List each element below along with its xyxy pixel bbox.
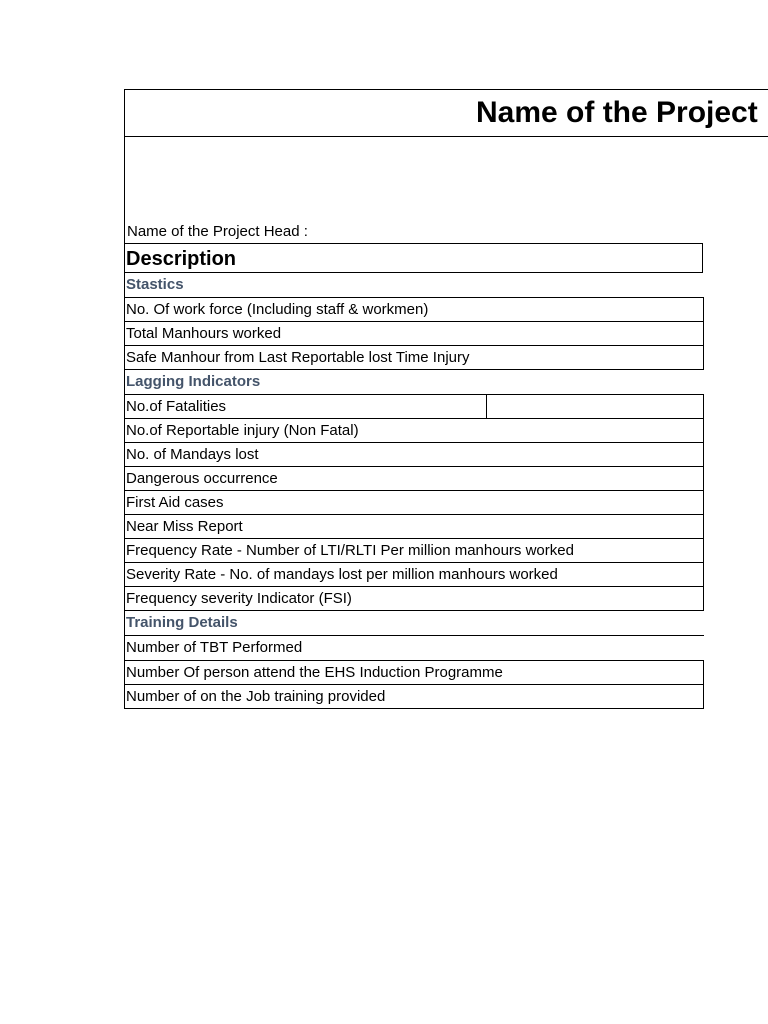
- table-row: Number Of person attend the EHS Induction Programme: [125, 660, 704, 684]
- section-label-lagging: Lagging Indicators: [126, 373, 261, 390]
- table-row: No.of Reportable injury (Non Fatal): [125, 418, 704, 442]
- table-row: Severity Rate - No. of mandays lost per million manhours worked: [125, 562, 704, 586]
- project-title: Name of the Project: [476, 96, 758, 129]
- table-row: First Aid cases: [125, 490, 704, 514]
- table-row: Near Miss Report: [125, 514, 704, 538]
- section-label-statistics: Stastics: [126, 276, 184, 293]
- section-label-training: Training Details: [126, 614, 238, 631]
- table-row: No. Of work force (Including staff & workmen): [125, 297, 704, 321]
- table-row: Frequency severity Indicator (FSI): [125, 586, 704, 611]
- table-row: No.of Fatalities: [125, 394, 704, 418]
- table-row: Safe Manhour from Last Reportable lost Time Injury: [125, 345, 704, 370]
- report-sheet: [124, 89, 768, 709]
- table-row: Frequency Rate - Number of LTI/RLTI Per million manhours worked: [125, 538, 704, 562]
- table-row: No. of Mandays lost: [125, 442, 704, 466]
- table-row: Dangerous occurrence: [125, 466, 704, 490]
- table-row: Number of TBT Performed: [126, 639, 303, 656]
- title-row: [125, 89, 768, 137]
- table-row: Total Manhours worked: [125, 321, 704, 345]
- blank-area: [125, 137, 768, 221]
- project-head-label: Name of the Project Head :: [127, 223, 308, 240]
- description-header: Description: [125, 243, 703, 273]
- table-row: Number of on the Job training provided: [125, 684, 704, 709]
